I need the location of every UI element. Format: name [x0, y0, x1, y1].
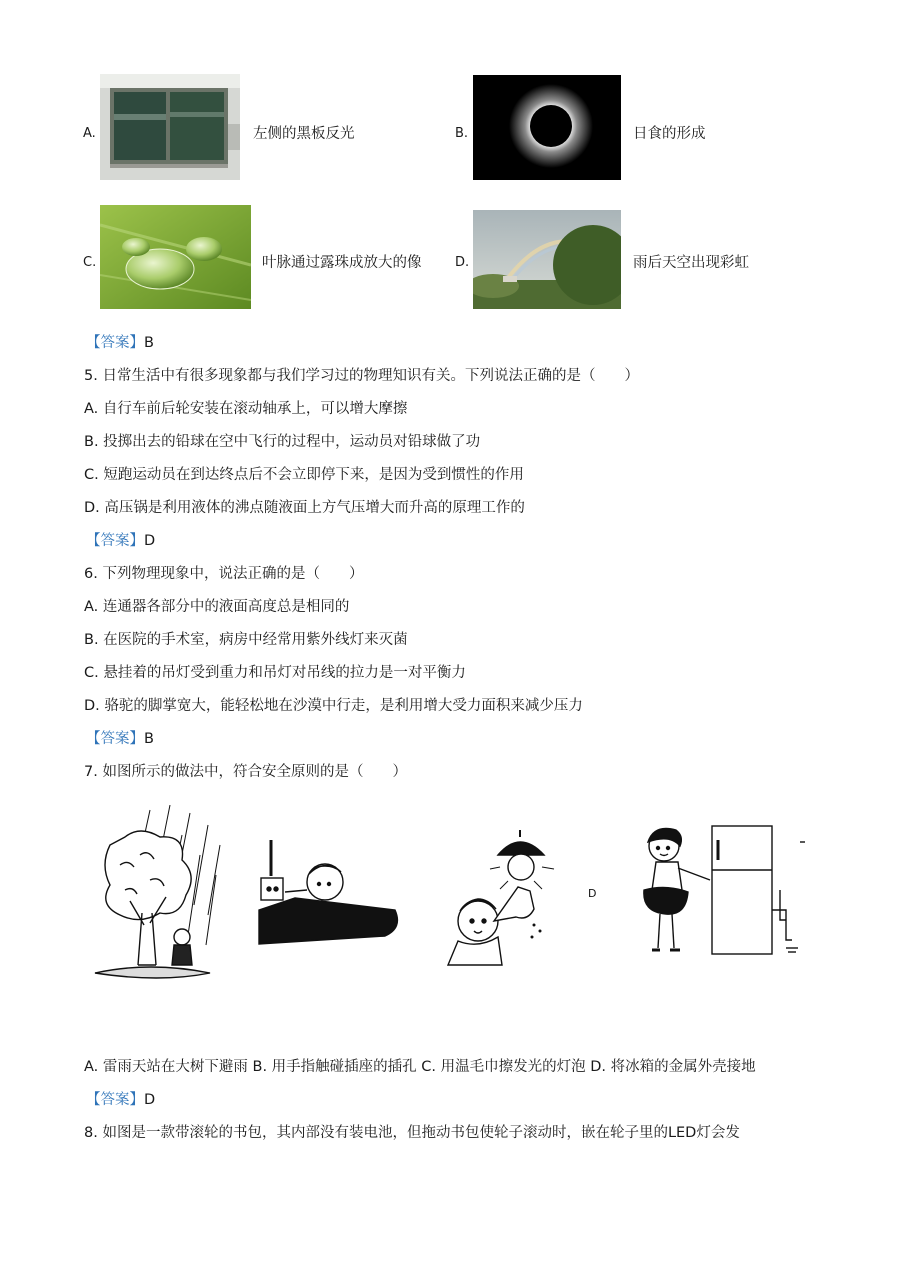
q7-answer-value: D: [144, 1092, 156, 1108]
q5-option-b: B. 投掷出去的铅球在空中飞行的过程中，运动员对铅球做了功: [84, 434, 481, 450]
q4-answer-line: [86, 333, 154, 353]
q5-answer-value: D: [144, 533, 156, 549]
q7-answer-line: [86, 1090, 155, 1110]
answer-tag: 【答案】: [86, 731, 144, 747]
q8-stem: 8. 如图是一款带滚轮的书包，其内部没有装电池，但拖动书包使轮子滚动时，嵌在轮子里的LED灯会发: [84, 1125, 740, 1141]
q7-options-line: A. 雷雨天站在大树下避雨 B. 用手指触碰插座的插孔 C. 用温毛巾擦发光的灯泡 D. 将冰箱的金属外壳接地: [84, 1059, 756, 1075]
q5-option-a: A. 自行车前后轮安装在滚动轴承上，可以增大摩擦: [84, 401, 408, 417]
option-c-caption: 叶脉通过露珠成放大的像: [262, 255, 422, 271]
svg-text:D: D: [588, 887, 597, 900]
option-d-caption: 雨后天空出现彩虹: [633, 255, 749, 271]
q6-option-c: C. 悬挂着的吊灯受到重力和吊灯对吊线的拉力是一对平衡力: [84, 665, 466, 681]
option-b-letter: B.: [455, 126, 469, 141]
blackboard-photo: [100, 74, 240, 180]
answer-tag: 【答案】: [86, 335, 144, 351]
rainbow-photo: [473, 210, 621, 309]
q4-answer-value: B: [144, 335, 154, 351]
q5-option-c: C. 短跑运动员在到达终点后不会立即停下来，是因为受到惯性的作用: [84, 467, 524, 483]
option-a-letter: A.: [83, 126, 96, 141]
finger-in-socket-illustration: [255, 840, 405, 945]
tree-in-rain-illustration: [90, 805, 230, 985]
q5-stem: 5. 日常生活中有很多现象都与我们学习过的物理知识有关。下列说法正确的是（ ）: [84, 368, 639, 384]
q5-answer-line: [86, 531, 155, 551]
dewdrop-leaf-photo: [100, 205, 251, 309]
option-a-caption: 左侧的黑板反光: [253, 126, 355, 142]
q7-stem: 7. 如图所示的做法中，符合安全原则的是（ ）: [84, 764, 407, 780]
wiping-bulb-illustration: [438, 825, 603, 970]
q6-stem: 6. 下列物理现象中，说法正确的是（ ）: [84, 566, 364, 582]
fridge-grounding-illustration: [630, 820, 805, 965]
q6-option-d: D. 骆驼的脚掌宽大，能轻松地在沙漠中行走，是利用增大受力面积来减少压力: [84, 698, 583, 714]
solar-eclipse-photo: [473, 75, 621, 180]
q6-answer-line: [86, 729, 154, 749]
answer-tag: 【答案】: [86, 533, 144, 549]
q6-option-a: A. 连通器各部分中的液面高度总是相同的: [84, 599, 350, 615]
answer-tag: 【答案】: [86, 1092, 144, 1108]
q6-option-b: B. 在医院的手术室，病房中经常用紫外线灯来灭菌: [84, 632, 408, 648]
option-b-caption: 日食的形成: [633, 126, 706, 142]
q5-option-d: D. 高压锅是利用液体的沸点随液面上方气压增大而升高的原理工作的: [84, 500, 525, 516]
option-c-letter: C.: [83, 255, 97, 270]
q6-answer-value: B: [144, 731, 154, 747]
option-d-letter: D.: [455, 255, 470, 270]
